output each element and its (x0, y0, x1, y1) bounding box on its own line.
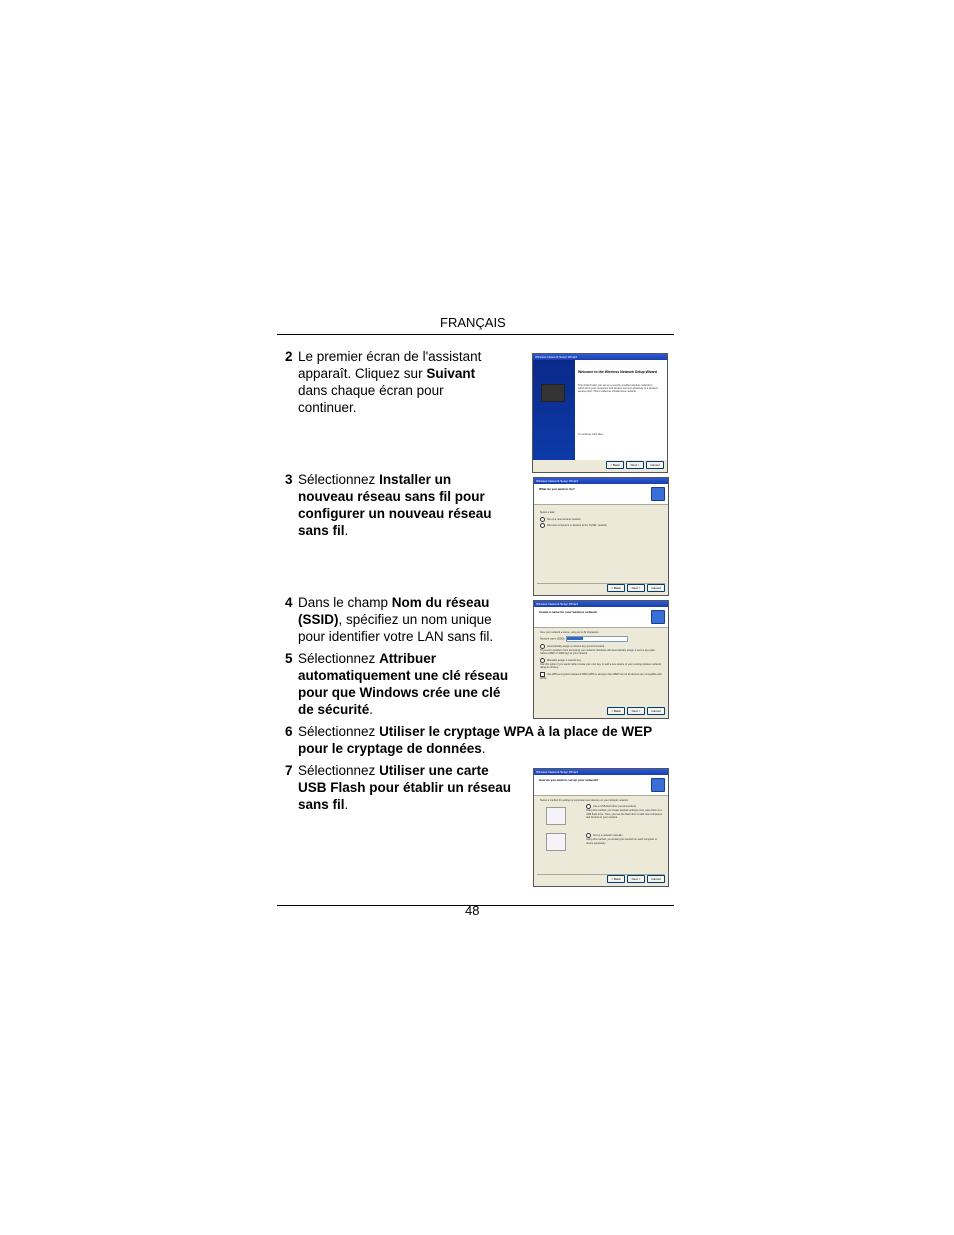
step-number: 5 (285, 651, 293, 666)
method-option-usb-desc: Using this method, you create network settings once, save them to a USB flash drive. Then, you use the flash drive to add new computers and devices to your network. (586, 809, 662, 819)
step-emphasis: Utiliser une carte USB Flash pour établir un réseau sans fil (298, 763, 512, 812)
back-button[interactable]: < Back (607, 875, 625, 883)
wizard-side-panel (533, 360, 575, 460)
wizard-buttons (607, 707, 665, 715)
step-text: Sélectionnez (298, 651, 380, 666)
next-button[interactable]: Next > (626, 461, 644, 469)
window-title: Wireless Network Setup Wizard (533, 354, 667, 360)
ssid-input[interactable] (566, 636, 628, 642)
task-option-new[interactable] (540, 517, 662, 522)
wizard-header-band (534, 484, 668, 505)
cancel-button[interactable]: Cancel (647, 584, 665, 592)
wizard-buttons (606, 461, 664, 469)
step-text: . (344, 523, 349, 538)
step-text: Le premier écran de l'assistant apparaît. Cliquez sur (298, 349, 482, 381)
next-button[interactable]: Next > (627, 875, 645, 883)
step-text: . (369, 702, 374, 717)
option-label: Add new computers or devices to the 'ZyXEL' network (547, 523, 607, 527)
back-button[interactable]: < Back (606, 461, 624, 469)
window-title: Wireless Network Setup Wizard (534, 601, 668, 607)
page-number: 48 (465, 903, 480, 918)
step-emphasis: Installer un nouveau réseau sans fil pour configurer un nouveau réseau sans fil (298, 472, 492, 538)
radio-icon (540, 523, 545, 528)
option-manual-desc: Use this option if you would rather create your own key, or add a new device to your existing wireless network using an old key. (540, 662, 661, 669)
step-emphasis: Utiliser le cryptage WPA à la place de WEP pour le cryptage de données (298, 724, 652, 756)
welcome-panel (575, 360, 667, 460)
step-4 (285, 594, 518, 645)
method-option-manual-desc: Using this method, you install your network on each computer or device separately. (586, 838, 658, 845)
laptop-icon (541, 384, 565, 402)
wizard-header-band (534, 607, 668, 628)
header-rule (277, 334, 674, 335)
wizard-network-icon (651, 610, 665, 624)
next-button[interactable]: Next > (627, 707, 645, 715)
step-5 (285, 650, 518, 718)
wizard-header-band (534, 775, 668, 796)
wizard-heading: How do you want to set up your network? (539, 778, 599, 782)
step-text: Sélectionnez (298, 763, 380, 778)
step-number: 2 (285, 349, 293, 364)
welcome-body: This wizard helps you set up a security-enabled wireless network in which all of your computers and devices connect wirelessly to a wireless access point. This is called an infrastructure network. (578, 384, 658, 393)
wpa-checkbox-row[interactable] (540, 672, 662, 681)
wizard-network-icon (651, 487, 665, 501)
step-7 (285, 762, 518, 813)
option-label: Set up a network manually (593, 834, 623, 838)
radio-icon (540, 644, 545, 649)
option-label: Automatically assign a network key (recommended) (547, 644, 605, 648)
step-text: Sélectionnez (298, 724, 380, 739)
step-emphasis: Nom du réseau (SSID) (298, 595, 490, 627)
method-prompt: Select a method for setting up computers and devices on your wireless network. (540, 799, 629, 802)
back-button[interactable]: < Back (607, 707, 625, 715)
window-title: Wireless Network Setup Wizard (534, 478, 668, 484)
step-text: Dans le champ (298, 595, 392, 610)
cancel-button[interactable]: Cancel (647, 875, 665, 883)
radio-icon (540, 658, 545, 663)
step-3 (285, 471, 510, 539)
wizard-buttons (607, 584, 665, 592)
window-title: Wireless Network Setup Wizard (534, 769, 668, 775)
wizard-buttons (607, 875, 665, 883)
step-text: . (481, 741, 486, 756)
cancel-button[interactable]: Cancel (646, 461, 664, 469)
ssid-prompt: Give your network a name, using up to 32 characters. (540, 631, 600, 634)
option-label: Set up a new wireless network (547, 517, 581, 521)
ssid-row (540, 636, 662, 642)
step-6 (285, 723, 655, 757)
next-button[interactable]: Next > (627, 584, 645, 592)
option-auto-desc: To prevent outsiders from accessing your network, Windows will automatically assign a secure key (also called a WEP or WPA key) to your network. (540, 648, 655, 655)
option-label: Manually assign a network key (547, 658, 582, 662)
screenshot-ssid (533, 600, 669, 719)
screenshot-welcome (532, 353, 668, 473)
header-language: FRANÇAIS (440, 315, 506, 330)
back-button[interactable]: < Back (607, 584, 625, 592)
radio-icon (540, 517, 545, 522)
manual-setup-icon (546, 833, 566, 851)
wizard-network-icon (651, 778, 665, 792)
usb-flash-icon (546, 807, 566, 825)
welcome-title: Welcome to the Wireless Network Setup Wizard (578, 370, 658, 374)
step-2 (285, 348, 505, 416)
task-option-add[interactable] (540, 523, 662, 528)
step-number: 4 (285, 595, 293, 610)
welcome-footer: To continue, click Next. (578, 433, 604, 436)
screenshot-task (533, 477, 669, 596)
option-label: Use a USB flash drive (recommended) (593, 805, 636, 809)
step-number: 3 (285, 472, 293, 487)
wizard-heading: What do you want to do? (539, 487, 575, 491)
step-text: , spécifiez un nom unique pour identifier votre LAN sans fil. (298, 612, 494, 644)
cancel-button[interactable]: Cancel (647, 707, 665, 715)
screenshot-method (533, 768, 669, 887)
step-emphasis: Attribuer automatiquement une clé réseau pour que Windows crée une clé de sécurité (298, 651, 509, 717)
step-text: dans chaque écran pour continuer. (298, 383, 444, 415)
wizard-heading: Create a name for your wireless network. (539, 610, 598, 614)
step-number: 6 (285, 724, 293, 739)
step-number: 7 (285, 763, 293, 778)
step-text: . (344, 797, 349, 812)
step-emphasis: Suivant (426, 366, 476, 381)
checkbox-label: Use WPA encryption instead of WEP (WPA is stronger than WEP but not all devices are compatible with WPA) (540, 672, 662, 680)
step-text: Sélectionnez (298, 472, 380, 487)
task-prompt: Select a task: (540, 511, 556, 514)
ssid-label: Network name (SSID): (540, 637, 566, 641)
